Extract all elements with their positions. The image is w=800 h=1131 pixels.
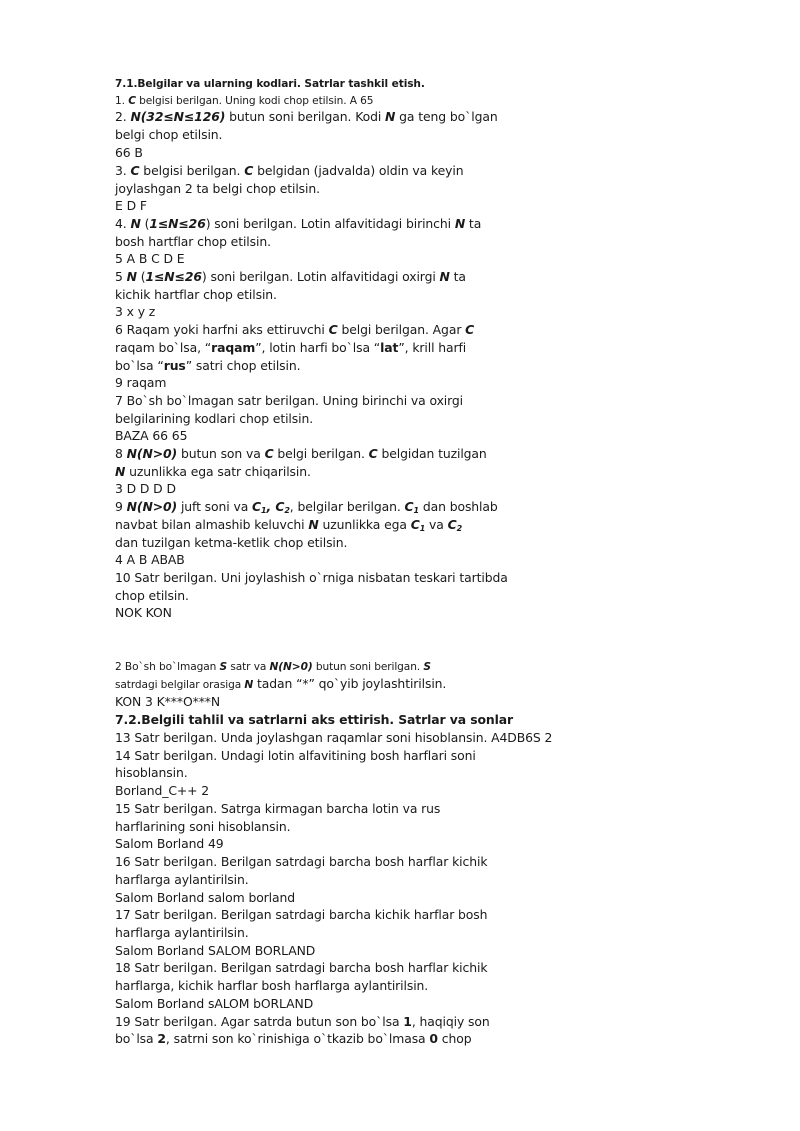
task-2-example: 66 B bbox=[115, 145, 143, 160]
extra-task-line-2: satrdagi belgilar orasiga N tadan “*” qo`yib joylashtirilsin. bbox=[115, 676, 447, 691]
task-6-example: 9 raqam bbox=[115, 375, 167, 390]
task-2-line-2: belgi chop etilsin. bbox=[115, 127, 223, 142]
section-heading-7-2: 7.2.Belgili tahlil va satrlarni aks ettirish. Satrlar va sonlar bbox=[115, 712, 514, 727]
task-10-example: NOK KON bbox=[115, 605, 172, 620]
task-7-line-1: 7 Bo`sh bo`lmagan satr berilgan. Uning birinchi va oxirgi bbox=[115, 393, 464, 408]
task-2-line-1: 2. N(32≤N≤126) butun soni berilgan. Kodi N ga teng bo`lgan bbox=[115, 109, 498, 124]
task-4-line-2: bosh hartflar chop etilsin. bbox=[115, 234, 271, 249]
task-5-example: 3 x y z bbox=[115, 304, 156, 319]
task-4-example: 5 A B C D E bbox=[115, 251, 185, 266]
task-9-line-2: navbat bilan almashib keluvchi N uzunlikka ega $C_1$ va $C_2$ bbox=[115, 517, 463, 533]
task-16-line-1: 16 Satr berilgan. Berilgan satrdagi barcha bosh harflar kichik bbox=[115, 854, 488, 869]
task-16-line-2: harflarga aylantirilsin. bbox=[115, 872, 249, 887]
task-14-line-1: 14 Satr berilgan. Undagi lotin alfavitining bosh harflari soni bbox=[115, 748, 476, 763]
task-5-line-1: 5 N (1≤N≤26) soni berilgan. Lotin alfavitidagi oxirgi N ta bbox=[115, 269, 466, 284]
task-6-line-2: raqam bo`lsa, “raqam”, lotin harfi bo`lsa “lat”, krill harfi bbox=[115, 340, 467, 355]
task-17-line-1: 17 Satr berilgan. Berilgan satrdagi barcha kichik harflar bosh bbox=[115, 907, 488, 922]
task-3-line-1: 3. C belgisi berilgan. C belgidan (jadvalda) oldin va keyin bbox=[115, 163, 464, 178]
task-14-line-2: hisoblansin. bbox=[115, 765, 188, 780]
task-15-line-1: 15 Satr berilgan. Satrga kirmagan barcha lotin va rus bbox=[115, 801, 441, 816]
task-9-example: 4 A B ABAB bbox=[115, 552, 185, 567]
task-4-line-1: 4. N (1≤N≤26) soni berilgan. Lotin alfavitidagi birinchi N ta bbox=[115, 216, 482, 231]
task-8-line-2: N uzunlikka ega satr chiqarilsin. bbox=[115, 464, 311, 479]
extra-task-example: KON 3 K***O***N bbox=[115, 694, 221, 709]
task-18-line-1: 18 Satr berilgan. Berilgan satrdagi barcha bosh harflar kichik bbox=[115, 960, 488, 975]
task-7-line-2: belgilarining kodlari chop etilsin. bbox=[115, 411, 314, 426]
task-10-line-1: 10 Satr berilgan. Uni joylashish o`rniga nisbatan teskari tartibda bbox=[115, 570, 508, 585]
task-18-line-2: harflarga, kichik harflar bosh harflarga aylantirilsin. bbox=[115, 978, 429, 993]
task-19-line-1: 19 Satr berilgan. Agar satrda butun son bo`lsa 1, haqiqiy son bbox=[115, 1014, 490, 1029]
task-1-line-1: 1. C belgisi berilgan. Uning kodi chop etilsin. A 65 bbox=[115, 95, 374, 107]
task-6-line-1: 6 Raqam yoki harfni aks ettiruvchi C belgi berilgan. Agar C bbox=[115, 322, 475, 337]
task-3-line-2: joylashgan 2 ta belgi chop etilsin. bbox=[115, 181, 320, 196]
task-9-line-3: dan tuzilgan ketma-ketlik chop etilsin. bbox=[115, 535, 348, 550]
task-7-example: BAZA 66 65 bbox=[115, 428, 188, 443]
section-heading-7-1: 7.1.Belgilar va ularning kodlari. Satrlar tashkil etish. bbox=[115, 78, 425, 90]
extra-task-line-1: 2 Bo`sh bo`lmagan S satr va N(N>0) butun soni berilgan. S bbox=[115, 661, 431, 673]
task-10-line-2: chop etilsin. bbox=[115, 588, 189, 603]
task-17-line-2: harflarga aylantirilsin. bbox=[115, 925, 249, 940]
task-13-line-1: 13 Satr berilgan. Unda joylashgan raqamlar soni hisoblansin. A4DB6S 2 bbox=[115, 730, 553, 745]
task-17-example: Salom Borland SALOM BORLAND bbox=[115, 943, 316, 958]
task-14-example: Borland_C++ 2 bbox=[115, 783, 210, 798]
task-8-example: 3 D D D D bbox=[115, 481, 176, 496]
task-6-line-3: bo`lsa “rus” satri chop etilsin. bbox=[115, 358, 301, 373]
task-15-line-2: harflarining soni hisoblansin. bbox=[115, 819, 291, 834]
task-19-line-2: bo`lsa 2, satrni son ko`rinishiga o`tkazib bo`lmasa 0 chop bbox=[115, 1031, 472, 1046]
task-16-example: Salom Borland salom borland bbox=[115, 890, 296, 905]
task-8-line-1: 8 N(N>0) butun son va C belgi berilgan. C belgidan tuzilgan bbox=[115, 446, 487, 461]
task-18-example: Salom Borland sALOM bORLAND bbox=[115, 996, 314, 1011]
task-5-line-2: kichik hartflar chop etilsin. bbox=[115, 287, 277, 302]
task-9-line-1: 9 N(N>0) juft soni va $C_1$, $C_2$, belgilar berilgan. $C_1$ dan boshlab bbox=[115, 499, 498, 515]
task-15-example: Salom Borland 49 bbox=[115, 836, 224, 851]
task-3-example: E D F bbox=[115, 198, 147, 213]
